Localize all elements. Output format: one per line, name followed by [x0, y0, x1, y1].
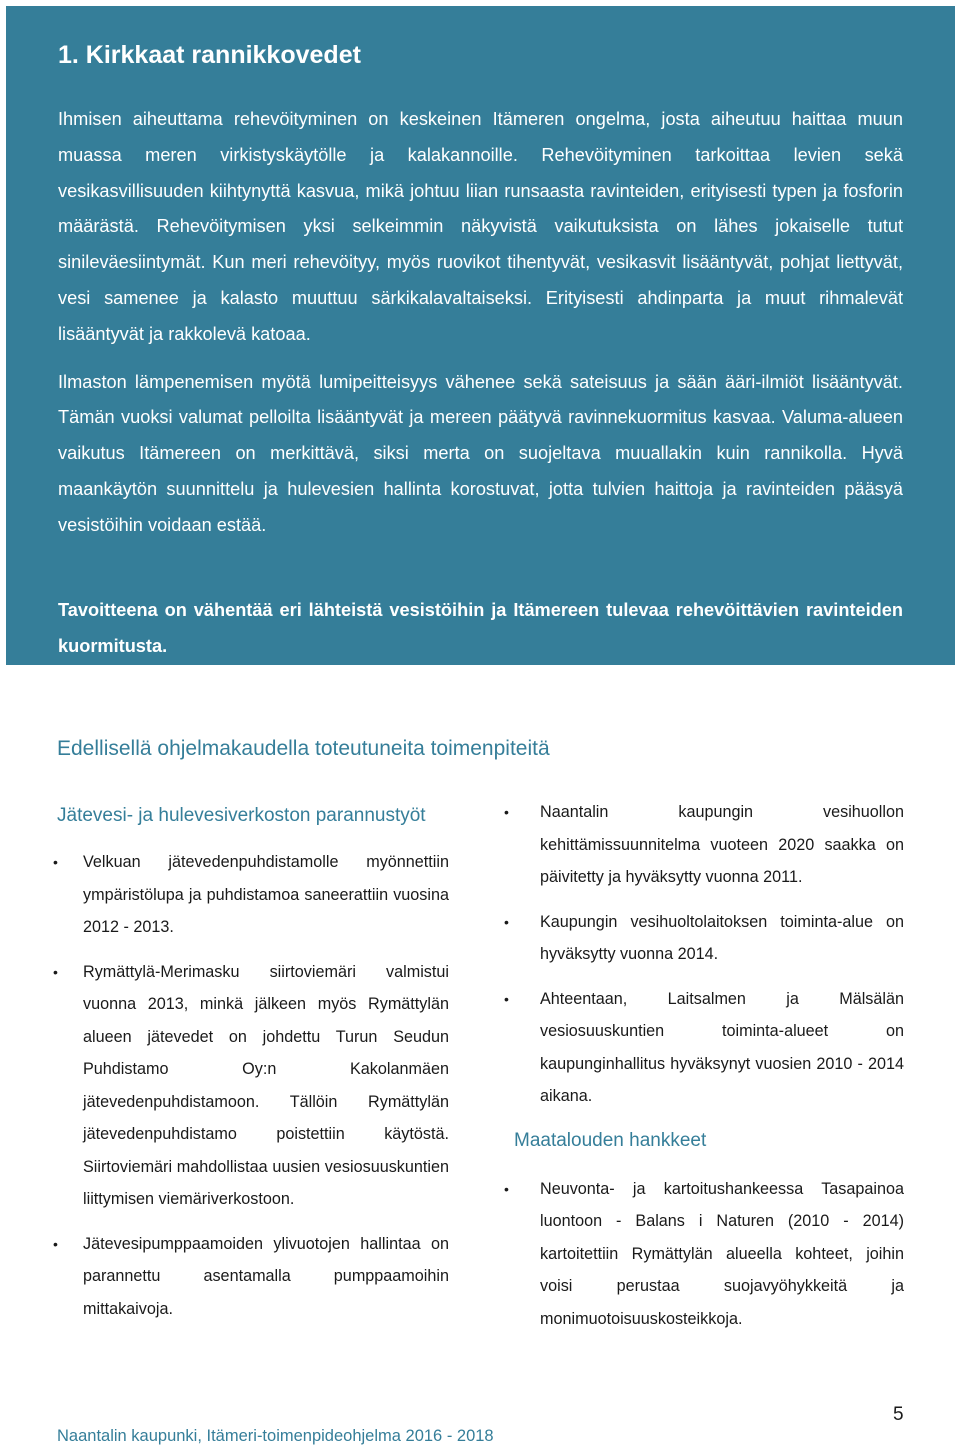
list-item-text: Velkuan jätevedenpuhdistamolle myönnettiin ympäristölupa ja puhdistamoa saneerattiin vuosina 2012 - 2013.	[83, 853, 449, 936]
list-item	[504, 906, 904, 971]
bullet-icon: •	[504, 1180, 509, 1197]
bullet-icon: •	[53, 854, 58, 870]
right-column	[504, 796, 904, 1347]
list-item-text: Naantalin kaupungin vesihuollon kehittämissuunnitelma vuoteen 2020 saakka on päivitetty ja hyväksytty vuonna 2011.	[540, 803, 904, 886]
bullet-icon: •	[504, 990, 509, 1007]
page-title: 1. Kirkkaat rannikkovedet	[58, 41, 361, 69]
bullet-icon: •	[504, 804, 509, 820]
bullet-icon: •	[53, 1235, 58, 1252]
list-item	[53, 846, 449, 944]
list-item-text: Rymättylä-Merimasku siirtoviemäri valmistui vuonna 2013, minkä jälkeen myös Rymättylän alueen jätevedet on johdettu Turun Seudun Puhdistamo Oy:n Kakolanmäen jätevedenpuhdistamoon. Tällöin Rymättylän jätevedenpuhdistamo poistettiin käytöstä. Siirtoviemäri mahdollistaa uusien vesiosuuskuntien liittymisen viemäriverkostoon.	[83, 962, 449, 1208]
right-bullet-list	[504, 796, 904, 1113]
bullet-icon: •	[53, 963, 58, 980]
agriculture-bullet-list	[504, 1173, 904, 1336]
goal-statement: Tavoitteena on vähentää eri lähteistä vesistöihin ja Itämereen tulevaa rehevöittävien ravinteiden kuormitusta.	[58, 599, 903, 656]
subhead-agriculture: Maatalouden hankkeet	[514, 1129, 707, 1151]
intro-banner	[6, 6, 955, 665]
list-item-text: Ahteentaan, Laitsalmen ja Mälsälän vesiosuuskuntien toiminta-alueet on kaupunginhallitus hyväksynyt vuosien 2010 - 2014 aikana.	[540, 989, 904, 1105]
left-column	[53, 800, 449, 1337]
list-item	[504, 1173, 904, 1336]
list-item	[53, 956, 449, 1216]
list-item-text: Kaupungin vesihuoltolaitoksen toiminta-alue on hyväksytty vuonna 2014.	[540, 912, 904, 963]
bullet-icon: •	[504, 913, 509, 930]
footer-text: Naantalin kaupunki, Itämeri-toimenpideohjelma 2016 - 2018	[57, 1427, 494, 1445]
list-item	[504, 796, 904, 894]
section-title: Edellisellä ohjelmakaudella toteutuneita toimenpiteitä	[57, 737, 550, 760]
list-item	[504, 983, 904, 1113]
left-bullet-list	[53, 846, 449, 1325]
list-item	[53, 1228, 449, 1326]
page-number: 5	[893, 1404, 904, 1425]
intro-paragraph-2: Ilmaston lämpenemisen myötä lumipeitteisyys vähenee sekä sateisuus ja sään ääri-ilmiöt lisääntyvät. Tämän vuoksi valumat pelloilta lisääntyvät ja mereen päätyvä ravinnekuormitus kasvaa. Valuma-alueen vaikutus Itämereen on merkittävä, siksi merta on suojeltava muuallakin kuin rannikolla. Hyvä maankäytön suunnittelu ja hulevesien hallinta korostuvat, jotta tulvien haittoja ja ravinteiden pääsyä vesistöihin voidaan estää.	[58, 371, 903, 535]
list-item-text: Neuvonta- ja kartoitushankeessa Tasapainoa luontoon - Balans i Naturen (2010 - 2014) kartoitettiin Rymättylän alueella kohteet, joihin voisi perustaa suojavyöhykkeitä ja monimuotoisuuskosteikkoja.	[540, 1179, 904, 1328]
subhead-sewer-network: Jätevesi- ja hulevesiverkoston parannustyöt	[57, 805, 426, 826]
list-item-text: Jätevesipumppaamoiden ylivuotojen hallintaa on parannettu asentamalla pumppaamoihin mittakaivoja.	[83, 1234, 449, 1318]
intro-paragraph-1: Ihmisen aiheuttama rehevöityminen on keskeinen Itämeren ongelma, josta aiheutuu haittaa muun muassa meren virkistyskäytölle ja kalakannoille. Rehevöityminen tarkoittaa levien sekä vesikasvillisuuden kiihtynyttä kasvua, mikä johtuu liian runsaasta ravinteiden, erityisesti typen ja fosforin määrästä. Rehevöitymisen yksi selkeimmin näkyvistä vaikutuksista on lähes jokaiselle tutut sinileväesiintymät. Kun meri rehevöityy, myös ruovikot tihentyvät, vesikasvit lisääntyvät, pohjat liettyvät, vesi samenee ja kalasto muuttuu särkikalavaltaiseksi. Erityisesti ahdinparta ja muut rihmalevät lisääntyvät ja rakkolevä katoaa.	[58, 109, 903, 344]
